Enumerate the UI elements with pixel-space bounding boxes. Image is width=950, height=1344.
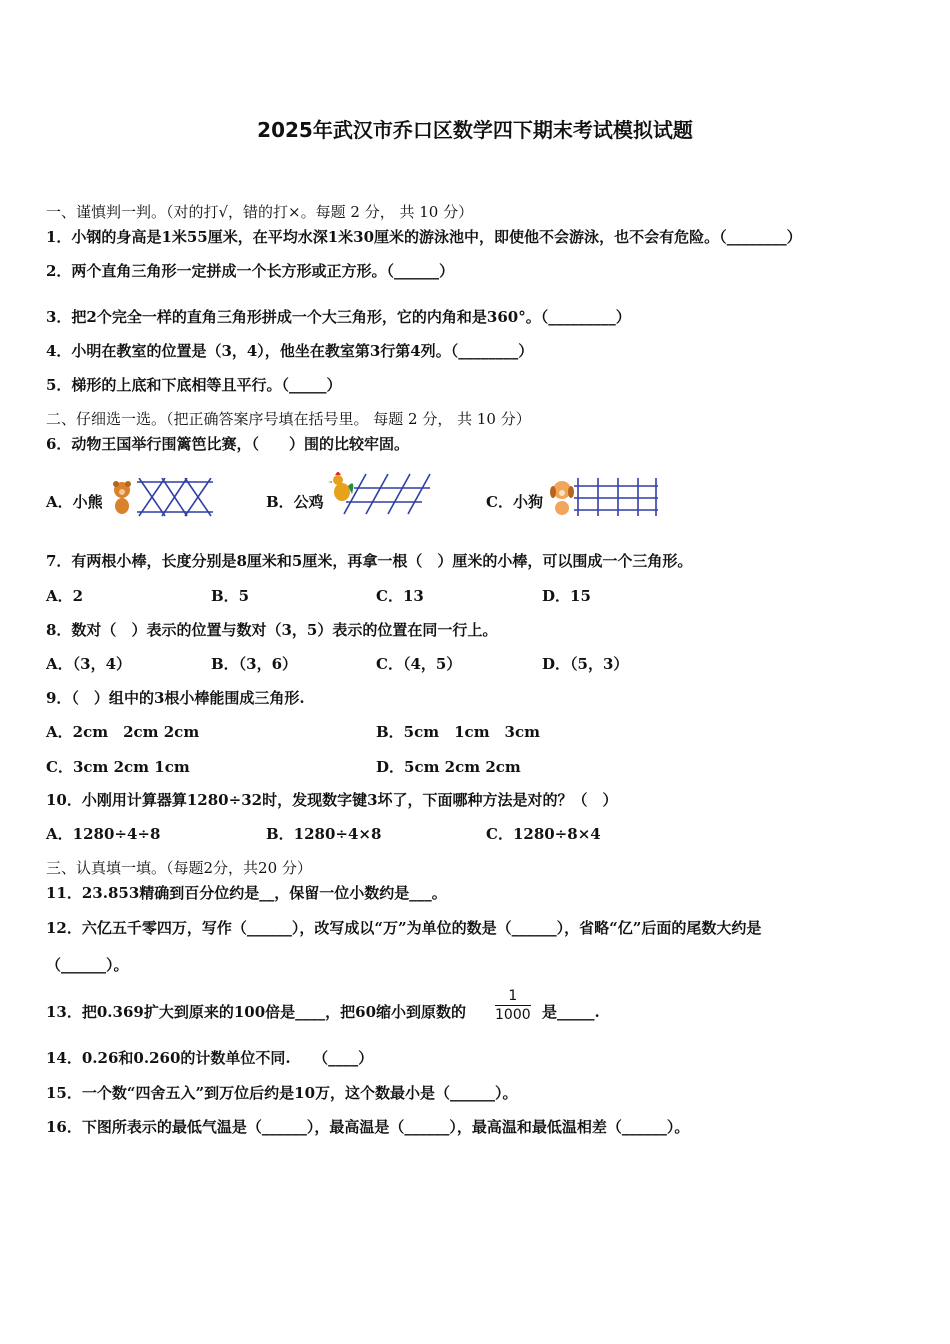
section-2-heading: 二、仔细选一选。（把正确答案序号填在括号里。 每题 2 分， 共 10 分）: [46, 410, 531, 428]
q8-option-a: A．（3，4）: [46, 655, 132, 673]
cross-fence: [137, 478, 213, 516]
question-7: 7．有两根小棒，长度分别是8厘米和5厘米，再拿一根（ ）厘米的小棒，可以围成一个三角形。: [46, 552, 693, 570]
question-5: 5．梯形的上底和下底相等且平行。（_____）: [46, 376, 342, 394]
q6-option-a: A．小熊: [46, 493, 103, 511]
rooster-icon: [328, 472, 353, 501]
page-title: 2025年武汉市乔口区数学四下期末考试模拟试题: [257, 118, 693, 142]
q8-option-d: D．（5，3）: [542, 655, 629, 673]
fraction-one-thousandth: [495, 987, 531, 1024]
q9-option-c: C．3cm 2cm 1cm: [46, 758, 190, 776]
fraction-denominator: 1000: [495, 1007, 531, 1023]
q10-option-a: A．1280÷4÷8: [46, 825, 161, 843]
question-9: 9．（ ）组中的3根小棒能围成三角形.: [46, 689, 305, 707]
q7-option-c: C．13: [376, 587, 424, 605]
q9-option-d: D．5cm 2cm 2cm: [376, 758, 521, 776]
grid-fence: [574, 478, 658, 516]
section-1-heading: 一、谨慎判一判。（对的打√，错的打×。每题 2 分， 共 10 分）: [46, 203, 474, 221]
question-2: 2．两个直角三角形一定拼成一个长方形或正方形。（______）: [46, 262, 454, 280]
q9-option-b: B．5cm 1cm 3cm: [376, 723, 541, 741]
section-3-heading: 三、认真填一填。（每题2分，共20 分）: [46, 859, 312, 877]
rooster-fence-picture: [326, 472, 432, 516]
q8-option-c: C．（4，5）: [376, 655, 462, 673]
dog-fence-picture: [548, 476, 660, 518]
question-14: 14．0.26和0.260的计数单位不同. （____）: [46, 1049, 374, 1067]
q10-option-c: C．1280÷8×4: [486, 825, 601, 843]
q10-option-b: B．1280÷4×8: [266, 825, 382, 843]
q6-option-c: C．小狗: [486, 493, 543, 511]
question-10: 10．小刚用计算器算1280÷32时，发现数字键3坏了，下面哪种方法是对的？（ ）: [46, 791, 618, 809]
question-11: 11．23.853精确到百分位约是__，保留一位小数约是___。: [46, 884, 447, 902]
question-4: 4．小明在教室的位置是（3，4），他坐在教室第3行第4列。（________）: [46, 342, 534, 360]
question-13-part2: 是_____.: [542, 1003, 600, 1021]
question-6: 6．动物王国举行围篱笆比赛，（ ）围的比较牢固。: [46, 435, 409, 453]
question-8: 8．数对（ ）表示的位置与数对（3，5）表示的位置在同一行上。: [46, 621, 498, 639]
fraction-numerator: 1: [495, 987, 531, 1006]
q6-option-b: B．公鸡: [266, 493, 324, 511]
question-15: 15．一个数“四舍五入”到万位后约是10万，这个数最小是（______）。: [46, 1084, 518, 1102]
q7-option-d: D．15: [542, 587, 591, 605]
dog-icon: [550, 481, 574, 515]
slanted-fence: [344, 474, 430, 514]
bear-icon: [113, 481, 131, 514]
q7-option-b: B．5: [211, 587, 250, 605]
question-16: 16．下图所表示的最低气温是（______），最高温是（______），最高温和最低温相差（______）。: [46, 1118, 690, 1136]
question-13-part1: 13．把0.369扩大到原来的100倍是____，把60缩小到原数的: [46, 1003, 467, 1021]
q8-option-b: B．（3，6）: [211, 655, 298, 673]
question-12: 12．六亿五千零四万，写作（______），改写成以“万”为单位的数是（______），省略“亿”后面的尾数大约是: [46, 919, 762, 937]
question-3: 3．把2个完全一样的直角三角形拼成一个大三角形，它的内角和是360°。（_________）: [46, 308, 631, 326]
q7-option-a: A．2: [46, 587, 84, 605]
question-12-continued: （______）。: [46, 956, 129, 974]
question-1: 1．小钢的身高是1米55厘米，在平均水深1米30厘米的游泳池中，即使他不会游泳，也不会有危险。（________）: [46, 228, 802, 246]
q9-option-a: A．2cm 2cm 2cm: [46, 723, 200, 741]
bear-fence-picture: [107, 478, 217, 518]
